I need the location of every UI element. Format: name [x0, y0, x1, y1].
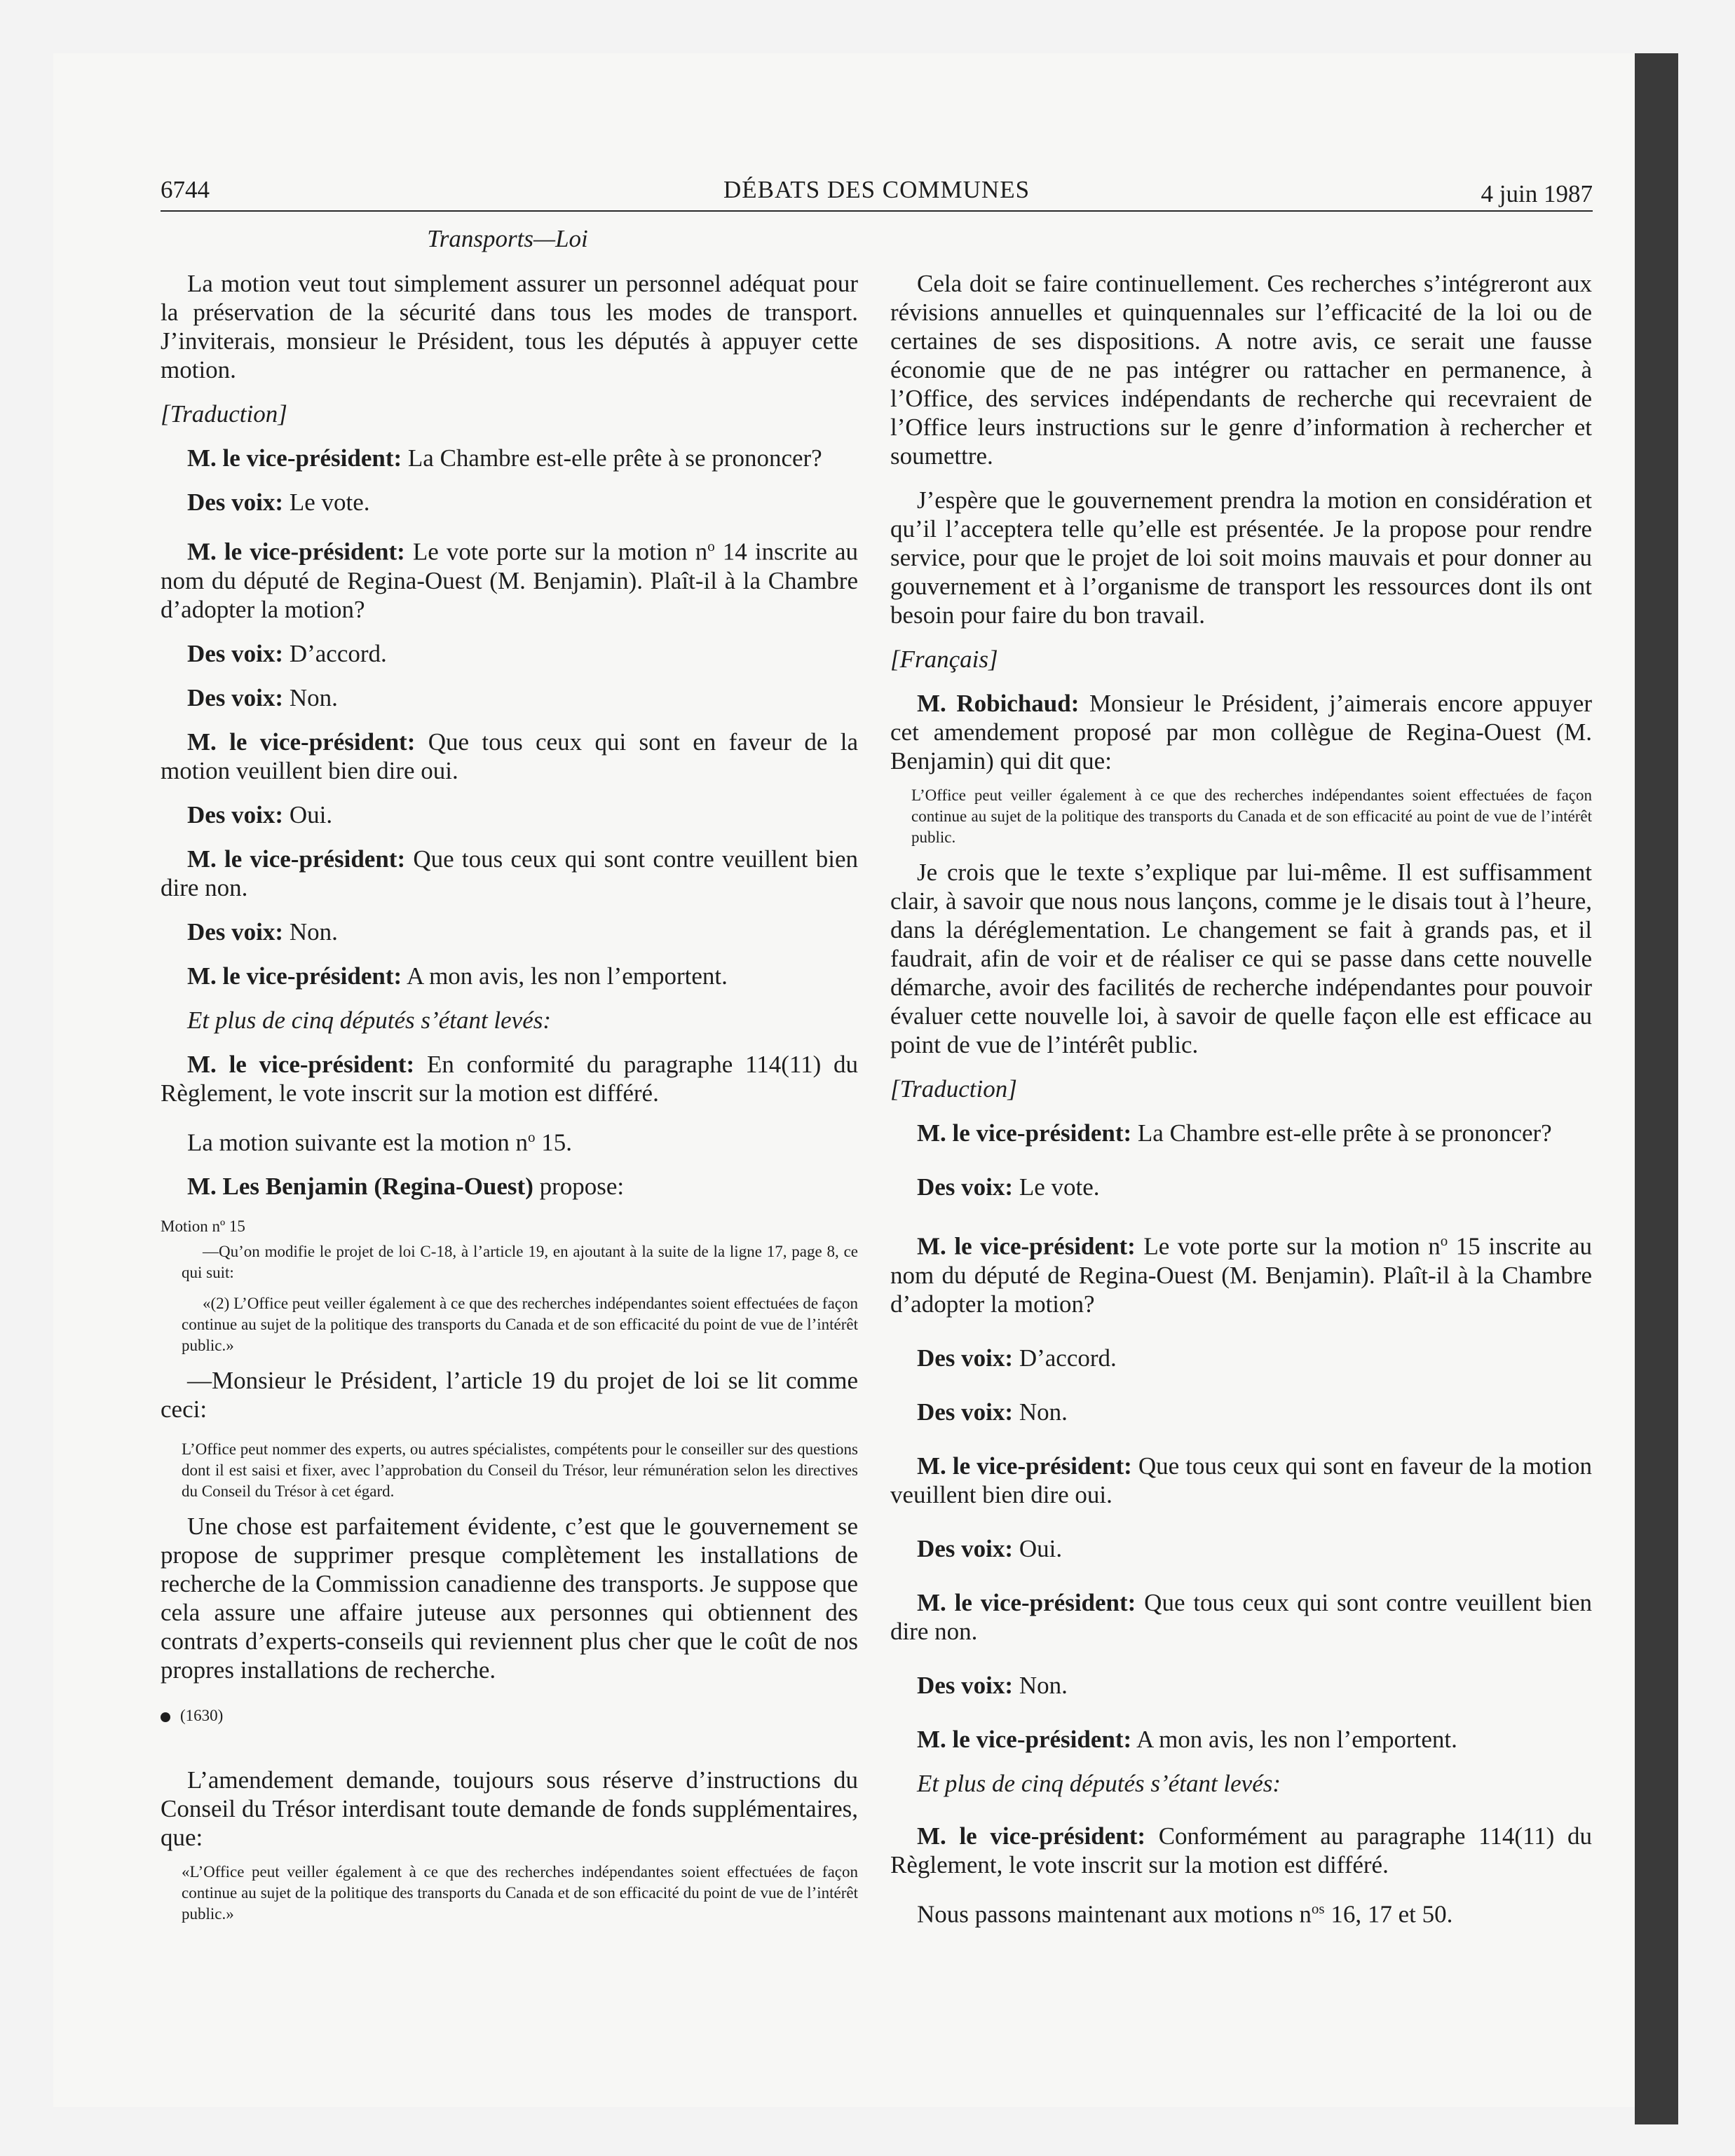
speaker: M. Robichaud: — [917, 690, 1080, 717]
speech-text: Non. — [289, 917, 338, 946]
paragraph: L’amendement demande, toujours sous réserve d’instructions du Conseil du Trésor interdisant toute demande de fonds supplémentaires, que: — [161, 1766, 858, 1852]
speech — [890, 1173, 1592, 1201]
motion-text: —Qu’on modifie le projet de loi C-18, à l’article 19, en ajoutant à la suite de la ligne 17, page 8, ce qui suit: — [182, 1243, 858, 1282]
scan-edge — [1635, 53, 1678, 2124]
paragraph: —Monsieur le Président, l’article 19 du projet de loi se lit comme ceci: — [161, 1367, 858, 1424]
speech-text: Oui. — [1019, 1534, 1063, 1562]
speaker: M. le vice-président: — [917, 1119, 1132, 1147]
page-number: 6744 — [161, 176, 210, 203]
speech — [890, 1119, 1592, 1147]
speech — [890, 1398, 1592, 1426]
speech — [161, 962, 858, 990]
speech — [890, 1725, 1592, 1754]
time-marker — [161, 1705, 858, 1726]
superscript: o — [707, 538, 715, 554]
speech-text: Le vote porte sur la motion n — [412, 538, 708, 566]
speech-text: 16, 17 et 50. — [1324, 1900, 1453, 1928]
paragraph: Cela doit se faire continuellement. Ces recherches s’intégreront aux révisions annuelles et quinquennales sur l’efficacité de la loi ou de certaines de ses dispositions. A notre avis, ce serait une fausse économie que de ne pas intégrer ou rattacher en permanence, à l’Office, des services indépendants de recherche qui recevraient de l’Office leurs instructions sur le genre d’information à rechercher et soumettre. — [890, 270, 1592, 470]
speaker: M. le vice-président: — [187, 728, 416, 756]
speech-text: Le vote. — [289, 489, 370, 516]
right-column — [890, 269, 1592, 1944]
speech — [890, 1671, 1592, 1700]
amendment-quote: L’Office peut veiller également à ce que des recherches indépendantes soient effectuées de façon continue au sujet de la politique des transports du Canada et de son efficacité au point de vue de l’intérêt public. — [911, 786, 1592, 846]
speech — [161, 1050, 858, 1107]
paragraph: La motion veut tout simplement assurer un personnel adéquat pour la préservation de la sécurité dans tous les modes de transport. J’inviterais, monsieur le Président, tous les députés à appuyer cette motion. — [161, 270, 858, 383]
superscript: os — [1311, 1899, 1325, 1917]
speech — [161, 845, 858, 902]
speech — [161, 917, 858, 946]
stage-direction: Et plus de cinq députés s’étant levés: — [187, 1006, 552, 1034]
speaker: M. le vice-président: — [917, 1232, 1136, 1260]
speech-text: Le vote. — [1019, 1173, 1100, 1201]
speaker: M. le vice-président: — [917, 1822, 1146, 1850]
speaker: M. le vice-président: — [917, 1452, 1132, 1480]
speaker: M. le vice-président: — [187, 1050, 415, 1078]
speaker: Des voix: — [917, 1344, 1014, 1372]
speech-text: Conformément au paragraphe 114(11) du Règlement, le vote inscrit sur la motion est différé. — [890, 1822, 1593, 1878]
speaker: Des voix: — [187, 683, 284, 711]
speech-text: La Chambre est-elle prête à se prononcer? — [1137, 1119, 1552, 1147]
speech — [161, 532, 858, 624]
speaker: Des voix: — [917, 1534, 1014, 1562]
speech-text: Que tous ceux qui sont contre veuillent bien dire non. — [161, 845, 859, 901]
speech — [161, 683, 858, 712]
speech-text: D’accord. — [1019, 1344, 1117, 1372]
speaker: M. Les Benjamin — [187, 1173, 368, 1201]
speech-text: Non. — [1019, 1398, 1068, 1426]
speech — [161, 444, 858, 472]
speaker: Des voix: — [917, 1398, 1014, 1426]
subject-heading: Transports—Loi — [427, 225, 588, 252]
paragraph: J’espère que le gouvernement prendra la motion en considération et qu’il l’acceptera telle qu’elle est présentée. Je la propose pour rendre service, pour que le projet de loi soit moins mauvais et pour donner au gouvernement et à l’organisme de transport les ressources dont ils ont besoin pour faire du bon travail. — [890, 486, 1592, 629]
bullet-icon — [161, 1712, 170, 1722]
paragraph — [890, 1895, 1592, 1929]
language-note: [Traduction] — [890, 1075, 1017, 1103]
speaker: Des voix: — [187, 917, 284, 946]
speech — [161, 800, 858, 829]
speech-text: Que tous ceux qui sont en faveur de la motion veuillent bien dire oui. — [161, 728, 858, 784]
speaker: Des voix: — [917, 1173, 1014, 1201]
speech-text: Oui. — [289, 800, 333, 828]
speaker: Des voix: — [917, 1671, 1014, 1699]
speaker: M. le vice-président: — [917, 1588, 1136, 1616]
language-note: [Traduction] — [161, 400, 287, 428]
speaker: Des voix: — [187, 489, 284, 516]
page-date: 4 juin 1987 — [1481, 180, 1593, 207]
speech-text: La Chambre est-elle prête à se prononcer? — [407, 444, 822, 472]
article-quote: L’Office peut nommer des experts, ou autres spécialistes, compétents pour le conseiller sur des questions dont il est saisi et fixer, avec l’approbation du Conseil du Trésor, leur rémunération selon les directives du Conseil du Trésor à cet égard. — [182, 1440, 858, 1501]
speech — [890, 689, 1592, 775]
paragraph: Je crois que le texte s’explique par lui-même. Il est suffisamment clair, à savoir que nous nous lançons, comme je le disais tout à l’heure, dans la déréglementation. Le changement se fait à grands pas, et il faudrait, afin de voir et de réaliser ce qui se passe dans cette nouvelle démarche, avoir des facilités de recherche indépendantes pour pouvoir évaluer cette nouvelle loi, à savoir de quelle façon elle est efficace au point de vue de l’intérêt public. — [890, 859, 1592, 1058]
time-text: (1630) — [180, 1707, 224, 1725]
speech — [890, 1822, 1592, 1879]
page-header — [161, 174, 1593, 212]
stage-direction: Et plus de cinq députés s’étant levés: — [917, 1769, 1281, 1797]
language-note: [Français] — [890, 646, 998, 673]
speech-text: A mon avis, les non l’emportent. — [1136, 1725, 1457, 1753]
left-column — [161, 269, 858, 1935]
speech-text: Que tous ceux qui sont en faveur de la motion veuillent bien dire oui. — [890, 1452, 1592, 1508]
speaker: M. le vice-président: — [187, 444, 402, 472]
superscript: o — [528, 1128, 536, 1145]
publication-title: DÉBATS DES COMMUNES — [723, 176, 1030, 203]
speech — [890, 1534, 1592, 1563]
speech — [161, 488, 858, 517]
speech-text: Non. — [1019, 1671, 1068, 1699]
speech — [890, 1588, 1592, 1646]
speech — [890, 1344, 1592, 1372]
speech-text: D’accord. — [289, 639, 387, 667]
speech-text: A mon avis, les non l’emportent. — [406, 962, 728, 990]
speaker: M. le vice-président: — [187, 962, 402, 990]
speech-text: Nous passons maintenant aux motions n — [917, 1900, 1312, 1928]
speaker: M. le vice-président: — [917, 1725, 1132, 1753]
motion-proposer — [161, 1172, 858, 1201]
speech-text: En conformité du paragraphe 114(11) du Règlement, le vote inscrit sur la motion est différé. — [161, 1050, 858, 1107]
speaker: M. le vice-président: — [187, 538, 405, 566]
speech-text: Non. — [289, 683, 338, 711]
speaker: Des voix: — [187, 800, 284, 828]
superscript: o — [1440, 1232, 1448, 1249]
motion-quote: «(2) L’Office peut veiller également à ce que des recherches indépendantes soient effectuées de façon continue au sujet de la politique des transports du Canada et de son efficacité du point de vue de l’intérêt public.» — [182, 1295, 858, 1355]
speech-text: 15 inscrite au nom du député de Regina-Ouest (M. Benjamin). Plaît-il à la Chambre d’adopter la motion? — [890, 1232, 1593, 1318]
speaker: M. le vice-président: — [187, 845, 406, 873]
speech-text: propose: — [539, 1173, 625, 1201]
speech — [161, 728, 858, 785]
speech-text: Que tous ceux qui sont contre veuillent bien dire non. — [890, 1588, 1593, 1645]
speech-text: 15. — [535, 1128, 573, 1157]
riding: (Regina-Ouest) — [374, 1173, 533, 1201]
speech — [161, 639, 858, 668]
speech-text: Monsieur le Président, j’aimerais encore appuyer cet amendement proposé par mon collègue de Regina-Ouest (M. Benjamin) qui dit que: — [890, 690, 1592, 775]
amendment-quote: «L’Office peut veiller également à ce que des recherches indépendantes soient effectuées de façon continue au sujet de la politique des transports du Canada et de son efficacité du point de vue de l’intérêt public.» — [182, 1863, 858, 1923]
speech-text: 14 inscrite au nom du député de Regina-Ouest (M. Benjamin). Plaît-il à la Chambre d’adopter la motion? — [161, 538, 859, 623]
speech — [890, 1452, 1592, 1509]
speech — [890, 1227, 1592, 1318]
speech-text: Le vote porte sur la motion n — [1143, 1232, 1441, 1260]
paragraph — [161, 1123, 858, 1157]
motion-number: Motion nº 15 — [161, 1217, 245, 1236]
speech-text: La motion suivante est la motion n — [187, 1128, 529, 1157]
paragraph: Une chose est parfaitement évidente, c’est que le gouvernement se propose de supprimer presque complètement les installations de recherche de la Commission canadienne des transports. Je suppose que cela assure une affaire juteuse aux personnes qui obtiennent des contrats d’experts-conseils qui reviennent plus cher que le coût de nos propres installations de recherche. — [161, 1513, 858, 1684]
speaker: Des voix: — [187, 639, 284, 667]
